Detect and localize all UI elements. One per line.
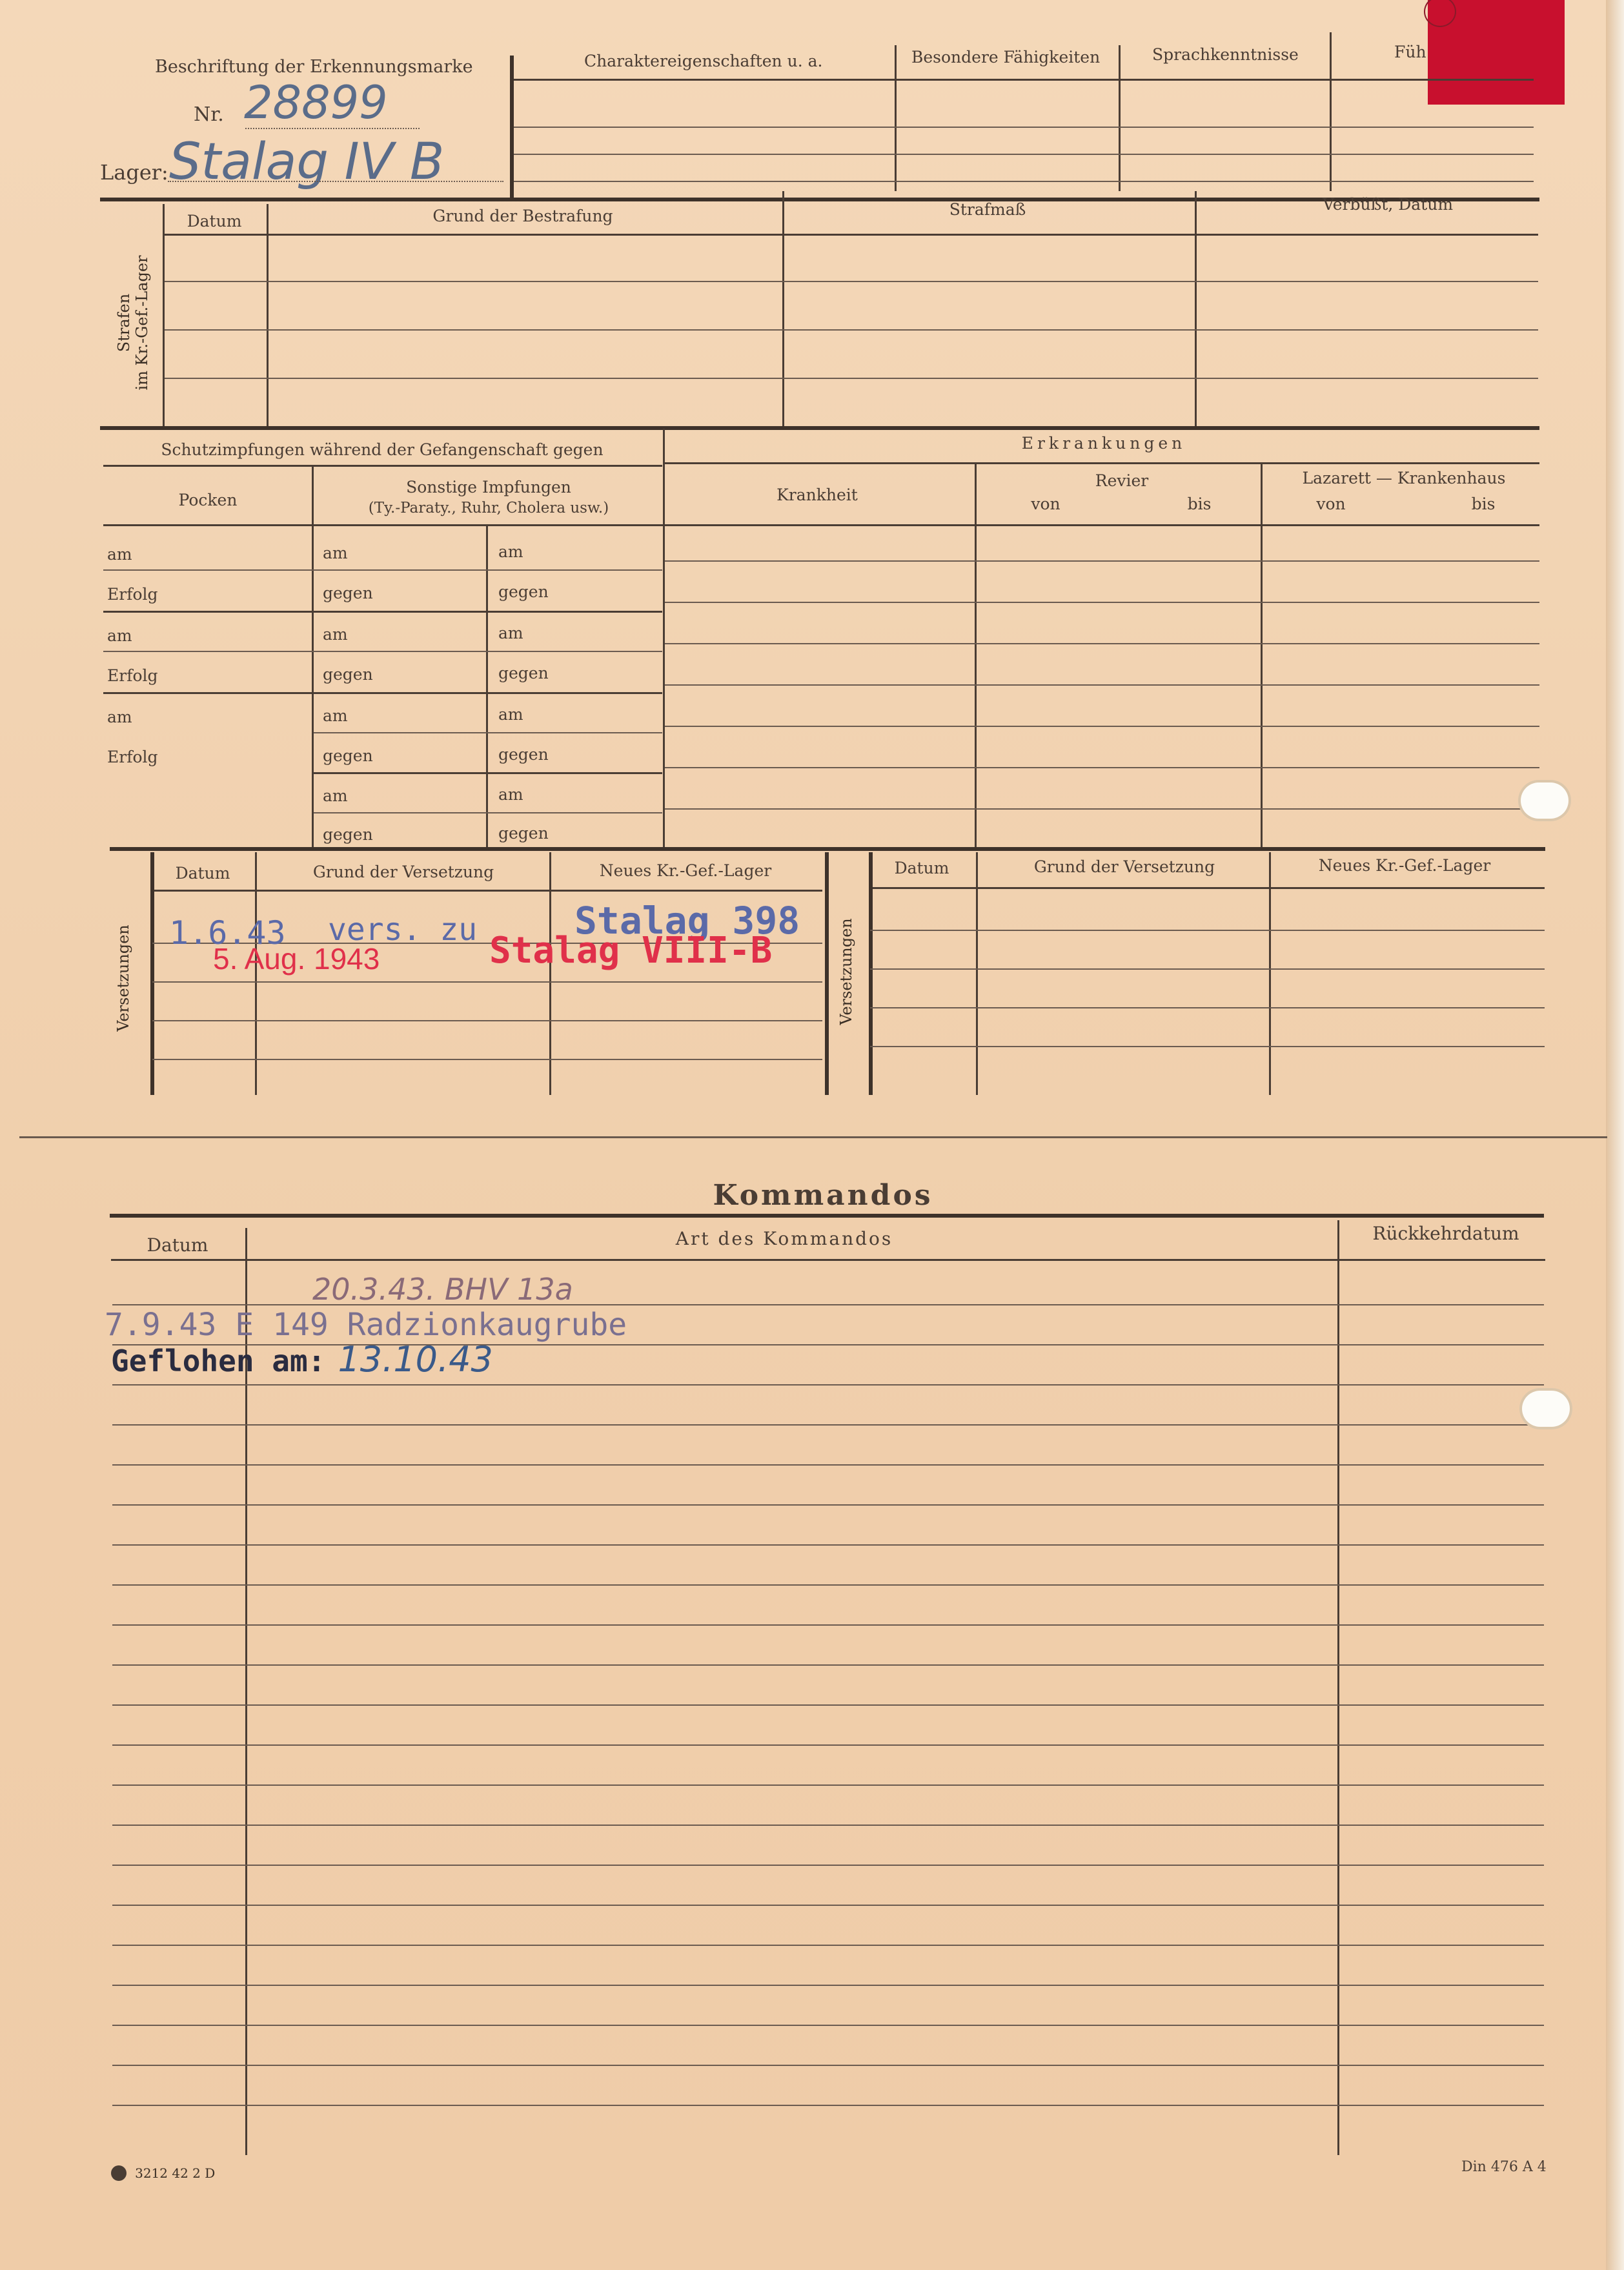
kommandos-row-line — [112, 1544, 1544, 1546]
vers-stamp-blue-date: 1.6.43 — [169, 914, 286, 952]
kommandos-row-line — [112, 1304, 1544, 1305]
kommandos-row-line — [112, 2105, 1544, 2106]
pocken-erfolg-3: Erfolg — [107, 748, 158, 766]
pocken-am-2: am — [107, 626, 132, 645]
nr-value: 28899 — [244, 76, 388, 129]
kommando-entry-1: 20.3.43. BHV 13a — [312, 1272, 573, 1307]
pocken-erfolg-1: Erfolg — [107, 585, 158, 604]
kommandos-row-line — [112, 1744, 1544, 1746]
vers-stamp-red-camp: Stalag VIII-B — [489, 930, 773, 972]
fuehrung-label: Füh — [1394, 43, 1426, 61]
kommandos-row-line — [112, 1464, 1544, 1466]
sonstige-label-1: Sonstige Impfungen — [406, 478, 571, 496]
sonstige-a-gegen-4: gegen — [323, 825, 373, 844]
revier-von-label: von — [1031, 495, 1061, 513]
faehigkeiten-label: Besondere Fähigkeiten — [911, 48, 1101, 66]
versetzungen-side-label-left: Versetzungen — [114, 925, 132, 1032]
kommando-entry-2: 7.9.43 E 149 Radzionkaugrube — [105, 1307, 627, 1343]
kommandos-row-line — [112, 1704, 1544, 1706]
kommandos-row-line — [112, 1985, 1544, 1986]
sonstige-b-am-4: am — [498, 785, 523, 804]
strafen-verbuesst-label: Verbüßt, Datum — [1322, 195, 1454, 214]
kommandos-row-line — [112, 1384, 1544, 1386]
sonstige-b-gegen-2: gegen — [498, 664, 549, 682]
lazarett-label: Lazarett — Krankenhaus — [1302, 469, 1506, 487]
punch-hole-lower — [1522, 1391, 1570, 1427]
vers-lager-label-right: Neues Kr.-Gef.-Lager — [1318, 856, 1491, 875]
kommandos-row-line — [112, 2065, 1544, 2066]
sonstige-a-gegen-2: gegen — [323, 665, 373, 684]
vers-lager-label-left: Neues Kr.-Gef.-Lager — [599, 861, 772, 880]
sonstige-a-am-3: am — [323, 706, 348, 725]
nr-underline — [245, 128, 420, 129]
lazarett-bis-label: bis — [1471, 495, 1496, 513]
vers-stamp-red-date: 5. Aug. 1943 — [213, 942, 380, 976]
revier-label: Revier — [1095, 471, 1149, 490]
kommandos-row-line — [112, 1424, 1544, 1426]
kommandos-row-line — [112, 1624, 1544, 1626]
nr-label: Nr. — [194, 103, 224, 126]
pocken-erfolg-2: Erfolg — [107, 666, 158, 685]
pocken-label: Pocken — [178, 491, 238, 509]
revier-bis-label: bis — [1187, 495, 1212, 513]
pocken-am-1: am — [107, 545, 132, 564]
geflohen-date: 13.10.43 — [338, 1339, 493, 1380]
sonstige-a-am-1: am — [323, 544, 348, 562]
vers-datum-label-left: Datum — [175, 864, 230, 883]
kommandos-row-line — [112, 1825, 1544, 1826]
footer-left-code: 3212 42 2 D — [135, 2165, 216, 2181]
kommandos-row-line — [112, 1344, 1544, 1345]
kommandos-row-line — [112, 1584, 1544, 1586]
lazarett-von-label: von — [1316, 495, 1346, 513]
erkrankungen-title: Erkrankungen — [1021, 434, 1186, 453]
sonstige-b-am-1: am — [498, 542, 523, 561]
sonstige-b-am-2: am — [498, 624, 523, 642]
vers-grund-label-right: Grund der Versetzung — [1033, 857, 1215, 876]
kommandos-row-line — [112, 1664, 1544, 1666]
page-edge — [1606, 0, 1624, 2270]
erkennungsmarke-label: Beschriftung der Erkennungsmarke — [155, 57, 473, 77]
kommandos-row-line — [112, 1945, 1544, 1946]
vers-grund-label-left: Grund der Versetzung — [312, 863, 494, 881]
sonstige-a-gegen-3: gegen — [323, 746, 373, 765]
kommandos-art-label: Art des Kommandos — [675, 1228, 893, 1249]
strafen-strafmass-label: Strafmaß — [949, 200, 1026, 219]
vers-stamp-blue-camp: Stalag 398 — [574, 899, 800, 943]
kommandos-rueckkehr-label: Rückkehrdatum — [1372, 1223, 1519, 1244]
impfungen-title: Schutzimpfungen während der Gefangenschaft gegen — [161, 440, 604, 459]
lager-underline — [168, 181, 503, 182]
vers-datum-label-right: Datum — [894, 859, 949, 877]
charakter-label: Charaktereigenschaften u. a. — [584, 52, 823, 70]
lager-value: Stalag IV B — [169, 133, 445, 191]
versetzungen-side-label-right: Versetzungen — [837, 918, 855, 1025]
sonstige-a-am-2: am — [323, 625, 348, 644]
sonstige-b-gegen-4: gegen — [498, 824, 549, 843]
krankheit-label: Krankheit — [776, 486, 858, 504]
kommandos-datum-label: Datum — [147, 1234, 208, 1256]
footer-left — [111, 2165, 215, 2181]
kommandos-row-line — [112, 1784, 1544, 1786]
sonstige-label-2: (Ty.-Paraty., Ruhr, Cholera usw.) — [368, 500, 609, 516]
kommandos-title: Kommandos — [713, 1179, 933, 1212]
strafen-side-label: Strafen im Kr.-Gef.-Lager — [115, 255, 151, 391]
kommandos-row-line — [112, 1504, 1544, 1506]
sonstige-a-am-4: am — [323, 786, 348, 805]
printer-logo-icon — [111, 2165, 127, 2181]
strafen-datum-label: Datum — [187, 212, 242, 230]
geflohen-label: Geflohen am: — [111, 1344, 326, 1378]
strafen-grund-label: Grund der Bestrafung — [432, 207, 613, 225]
sonstige-a-gegen-1: gegen — [323, 584, 373, 602]
lager-label: Lager: — [100, 160, 168, 185]
sprach-label: Sprachkenntnisse — [1152, 45, 1299, 64]
sonstige-b-gegen-1: gegen — [498, 582, 549, 601]
kommandos-row-line — [112, 1905, 1544, 1906]
punch-hole-upper — [1521, 782, 1568, 819]
vers-stamp-blue-text: vers. zu — [328, 912, 478, 948]
sonstige-b-gegen-3: gegen — [498, 745, 549, 764]
fold-line — [19, 1136, 1607, 1138]
sonstige-b-am-3: am — [498, 705, 523, 724]
kommandos-row-line — [112, 2025, 1544, 2026]
footer-right-code: Din 476 A 4 — [1461, 2159, 1547, 2175]
pocken-am-3: am — [107, 708, 132, 726]
kommandos-row-line — [112, 1865, 1544, 1866]
